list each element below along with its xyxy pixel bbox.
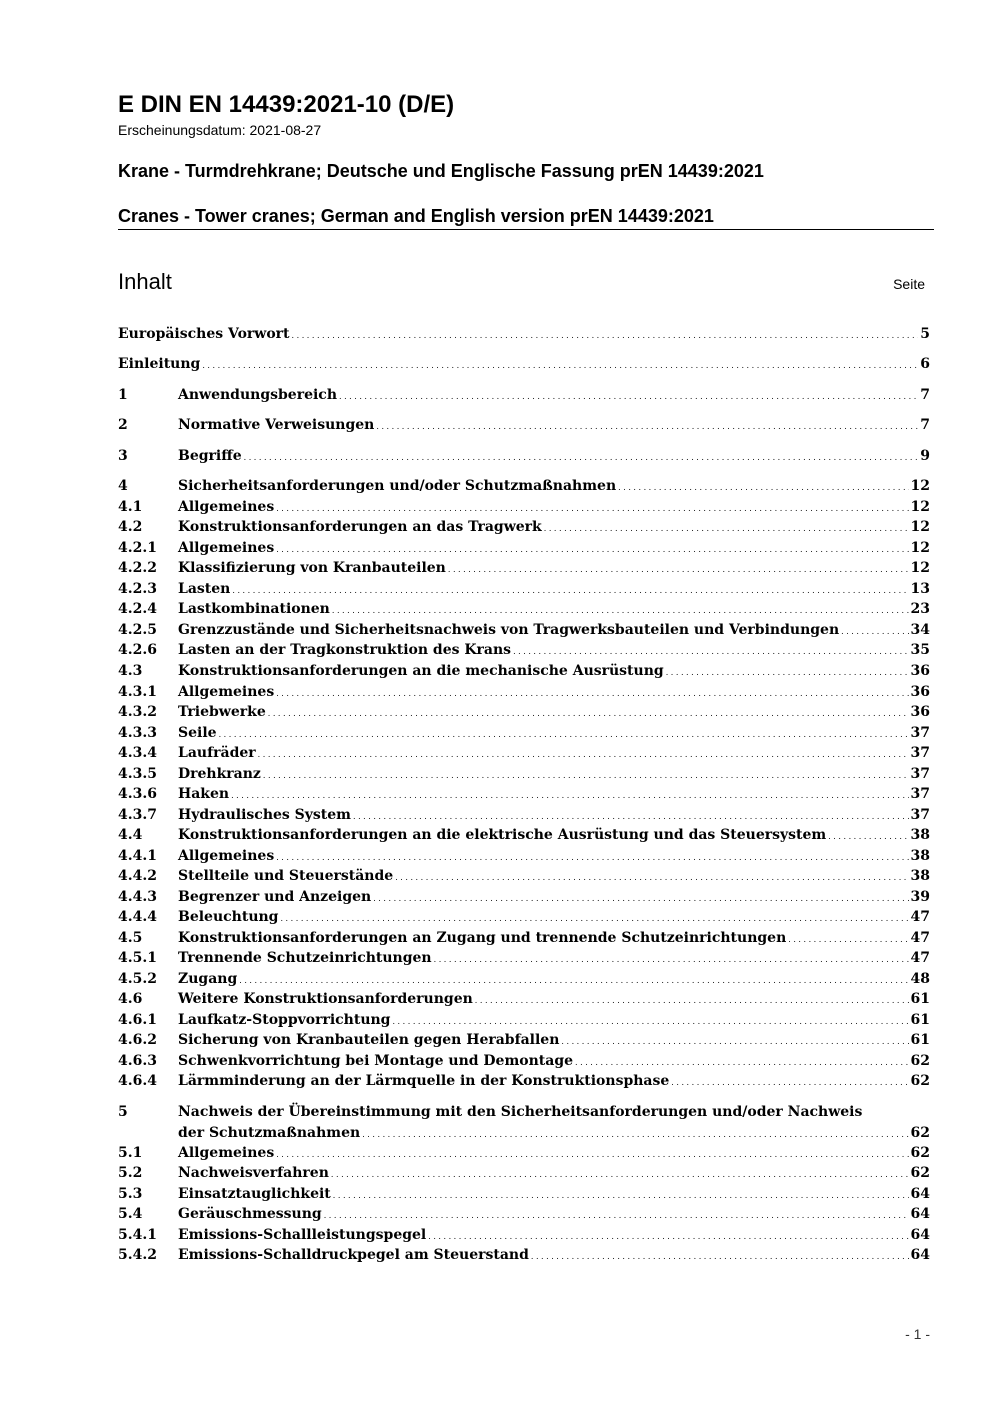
toc-entry-title: Nachweisverfahren bbox=[178, 1165, 329, 1181]
toc-entry-number: 4 bbox=[118, 478, 128, 494]
toc-entry[interactable] bbox=[118, 446, 930, 467]
toc-entry-number: 4.3.6 bbox=[118, 786, 157, 802]
toc-entry[interactable] bbox=[118, 497, 930, 518]
publication-date: Erscheinungsdatum: 2021-08-27 bbox=[118, 122, 322, 138]
toc-entry-number: 4.3.2 bbox=[118, 704, 157, 720]
toc-entry-number: 4.5.2 bbox=[118, 971, 157, 987]
toc-dot-leader bbox=[618, 476, 908, 499]
toc-entry-title: Schwenkvorrichtung bei Montage und Demontage bbox=[178, 1053, 574, 1069]
toc-entry-page: 13 bbox=[910, 581, 930, 597]
toc-entry-number: 1 bbox=[118, 387, 128, 403]
toc-entry[interactable] bbox=[118, 969, 930, 990]
toc-dot-leader bbox=[268, 702, 909, 725]
toc-entry-title: Anwendungsbereich bbox=[178, 387, 337, 403]
toc-entry[interactable] bbox=[118, 682, 930, 703]
toc-heading: Inhalt bbox=[118, 269, 172, 294]
toc-entry-number: 5.4 bbox=[118, 1206, 143, 1222]
toc-entry-number: 4.4.2 bbox=[118, 868, 157, 884]
toc-entry[interactable] bbox=[118, 385, 930, 406]
toc-entry-title: Trennende Schutzeinrichtungen bbox=[178, 950, 432, 966]
toc-entry[interactable] bbox=[118, 805, 930, 826]
toc-entry-number: 4.3.5 bbox=[118, 766, 157, 782]
toc-entry-page: 12 bbox=[910, 519, 930, 535]
toc-entry[interactable] bbox=[118, 1143, 930, 1164]
toc-entry-page: 38 bbox=[910, 827, 930, 843]
toc-entry[interactable] bbox=[118, 1225, 930, 1246]
toc-entry-number: 4.5.1 bbox=[118, 950, 157, 966]
toc-entry-page: 47 bbox=[910, 930, 930, 946]
toc-entry-title: Lärmminderung an der Lärmquelle in der Konstruktionsphase bbox=[178, 1073, 670, 1089]
toc-entry-number: 4.4 bbox=[118, 827, 143, 843]
toc-entry-page: 62 bbox=[910, 1145, 930, 1161]
toc-entry-title: Allgemeines bbox=[178, 684, 275, 700]
toc-dot-leader bbox=[332, 599, 909, 622]
toc-entry-title: Lasten an der Tragkonstruktion des Krans bbox=[178, 642, 512, 658]
toc-entry-page: 35 bbox=[910, 642, 930, 658]
toc-entry-page: 38 bbox=[910, 848, 930, 864]
toc-entry-number: 4.6.3 bbox=[118, 1053, 157, 1069]
toc-entry[interactable] bbox=[118, 517, 930, 538]
toc-dot-leader bbox=[231, 784, 908, 807]
toc-entry-title: Emissions-Schallleistungspegel bbox=[178, 1227, 427, 1243]
toc-entry[interactable] bbox=[118, 476, 930, 497]
toc-entry-page: 62 bbox=[910, 1124, 930, 1141]
toc-entry[interactable] bbox=[118, 354, 930, 375]
title-english: Cranes - Tower cranes; German and English version prEN 14439:2021 bbox=[118, 206, 714, 226]
toc-entry-number: 4.3 bbox=[118, 663, 143, 679]
toc-entry-page: 48 bbox=[910, 971, 930, 987]
toc-entry-page: 9 bbox=[920, 448, 930, 464]
toc-entry[interactable] bbox=[118, 702, 930, 723]
toc-entry-page: 6 bbox=[920, 356, 930, 372]
toc-entry-page: 12 bbox=[910, 560, 930, 576]
toc-entry[interactable] bbox=[118, 1051, 930, 1072]
toc-entry-number: 4.2 bbox=[118, 519, 143, 535]
toc-entry-title: Zugang bbox=[178, 971, 238, 987]
toc-entry-number: 4.4.3 bbox=[118, 889, 157, 905]
toc-entry-page: 5 bbox=[920, 326, 930, 342]
toc-entry-page: 37 bbox=[910, 725, 930, 741]
toc-entry-title: Normative Verweisungen bbox=[178, 417, 375, 433]
toc-entry-title: Allgemeines bbox=[178, 848, 275, 864]
toc-entry-title: Begriffe bbox=[178, 448, 242, 464]
toc-dot-leader bbox=[292, 324, 919, 347]
toc-entry-number: 4.2.2 bbox=[118, 560, 157, 576]
toc-entry-title: Hydraulisches System bbox=[178, 807, 351, 823]
toc-entry-title: Drehkranz bbox=[178, 766, 261, 782]
document-title: E DIN EN 14439:2021-10 (D/E) bbox=[118, 91, 455, 118]
toc-entry-number: 4.6.1 bbox=[118, 1012, 157, 1028]
toc-entry[interactable] bbox=[118, 558, 930, 579]
toc-entry-number: 5.1 bbox=[118, 1145, 143, 1161]
toc-entry-title: Begrenzer und Anzeigen bbox=[178, 889, 372, 905]
toc-entry-page: 36 bbox=[910, 663, 930, 679]
toc-dot-leader bbox=[280, 907, 908, 930]
toc-entry-title-continued: der Schutzmaßnahmen bbox=[178, 1124, 361, 1141]
toc-entry-page: 38 bbox=[910, 868, 930, 884]
toc-entry-number: 4.3.7 bbox=[118, 807, 157, 823]
toc-dot-leader bbox=[448, 558, 909, 581]
toc-entry-page: 64 bbox=[910, 1206, 930, 1222]
toc-entry[interactable] bbox=[118, 743, 930, 764]
toc-entry[interactable] bbox=[118, 579, 930, 600]
toc-entry-page: 64 bbox=[910, 1227, 930, 1243]
toc-entry[interactable] bbox=[118, 784, 930, 805]
toc-entry-page: 36 bbox=[910, 704, 930, 720]
toc-entry-number: 5 bbox=[118, 1104, 128, 1120]
toc-entry-number: 5.3 bbox=[118, 1186, 143, 1202]
toc-entry-page: 37 bbox=[910, 745, 930, 761]
toc-entry-number: 4.4.1 bbox=[118, 848, 157, 864]
toc-entry[interactable] bbox=[118, 538, 930, 559]
toc-entry-number: 4.3.3 bbox=[118, 725, 157, 741]
toc-page-column-label: Seite bbox=[893, 276, 925, 292]
toc-entry-title: Einleitung bbox=[118, 356, 201, 372]
toc-entry[interactable] bbox=[118, 989, 930, 1010]
toc-entry-page: 47 bbox=[910, 950, 930, 966]
toc-entry-number: 4.2.5 bbox=[118, 622, 157, 638]
toc-dot-leader bbox=[671, 1071, 908, 1094]
toc-entry-page: 61 bbox=[910, 1012, 930, 1028]
toc-entry-page: 62 bbox=[910, 1165, 930, 1181]
toc-entry[interactable] bbox=[118, 1071, 930, 1092]
toc-entry-page: 12 bbox=[910, 499, 930, 515]
toc-entry-page: 37 bbox=[910, 786, 930, 802]
toc-entry-page: 64 bbox=[910, 1186, 930, 1202]
toc-entry-title: Konstruktionsanforderungen an die mechanische Ausrüstung bbox=[178, 663, 664, 679]
toc-dot-leader bbox=[258, 743, 909, 766]
toc-entry-page: 62 bbox=[910, 1073, 930, 1089]
toc-entry[interactable] bbox=[118, 866, 930, 887]
toc-entry[interactable] bbox=[118, 1010, 930, 1031]
toc-dot-leader bbox=[666, 661, 909, 684]
toc-entry-number: 4.5 bbox=[118, 930, 143, 946]
toc-entry-page: 36 bbox=[910, 684, 930, 700]
toc-entry-title: Konstruktionsanforderungen an das Tragwerk bbox=[178, 519, 542, 535]
toc-dot-leader bbox=[434, 948, 909, 971]
toc-dot-leader bbox=[331, 1163, 909, 1186]
toc-entry-page: 64 bbox=[910, 1247, 930, 1263]
toc-entry-number: 4.4.4 bbox=[118, 909, 157, 925]
toc-entry[interactable] bbox=[118, 1204, 930, 1225]
toc-entry[interactable] bbox=[118, 1163, 930, 1184]
toc-entry[interactable] bbox=[118, 1245, 930, 1266]
toc-entry-title: Konstruktionsanforderungen an Zugang und trennende Schutzeinrichtungen bbox=[178, 930, 787, 946]
toc-entry-number: 4.6 bbox=[118, 991, 143, 1007]
toc-entry-title: Weitere Konstruktionsanforderungen bbox=[178, 991, 473, 1007]
toc-dot-leader bbox=[561, 1030, 908, 1053]
toc-entry[interactable] bbox=[118, 640, 930, 661]
toc-entry-page: 37 bbox=[910, 807, 930, 823]
toc-entry-page: 37 bbox=[910, 766, 930, 782]
toc-entry[interactable] bbox=[118, 1030, 930, 1051]
toc-entry-title: Europäisches Vorwort bbox=[118, 326, 290, 342]
toc-entry-number: 4.2.4 bbox=[118, 601, 157, 617]
toc-entry-title: Emissions-Schalldruckpegel am Steuerstand bbox=[178, 1247, 529, 1263]
toc-entry[interactable] bbox=[118, 661, 930, 682]
toc-entry-number: 4.2.1 bbox=[118, 540, 157, 556]
toc-dot-leader bbox=[244, 446, 919, 469]
toc-entry[interactable] bbox=[118, 1102, 930, 1143]
toc-dot-leader bbox=[531, 1245, 909, 1268]
toc-dot-leader bbox=[376, 415, 918, 438]
toc-entry-number: 5.4.1 bbox=[118, 1227, 157, 1243]
toc-dot-leader bbox=[395, 866, 908, 889]
toc-entry-title: Sicherheitsanforderungen und/oder Schutzmaßnahmen bbox=[178, 478, 617, 494]
toc-entry-title: Nachweis der Übereinstimmung mit den Sicherheitsanforderungen und/oder Nachweis bbox=[178, 1104, 863, 1120]
header-divider bbox=[118, 229, 934, 230]
toc-dot-leader bbox=[324, 1204, 909, 1227]
toc-entry-number: 4.6.2 bbox=[118, 1032, 157, 1048]
toc-entry[interactable] bbox=[118, 620, 930, 641]
toc-entry-title: Lasten bbox=[178, 581, 231, 597]
toc-entry[interactable] bbox=[118, 723, 930, 744]
toc-entry[interactable] bbox=[118, 948, 930, 969]
toc-entry-number: 4.2.6 bbox=[118, 642, 157, 658]
toc-entry-number: 3 bbox=[118, 448, 128, 464]
toc-dot-leader bbox=[362, 1123, 908, 1146]
toc-entry[interactable] bbox=[118, 887, 930, 908]
toc-dot-leader bbox=[828, 825, 908, 848]
toc-entry-number: 4.3.4 bbox=[118, 745, 157, 761]
toc-entry-title: Konstruktionsanforderungen an die elektrische Ausrüstung und das Steuersystem bbox=[178, 827, 827, 843]
toc-entry-title: Lastkombinationen bbox=[178, 601, 330, 617]
toc-entry-title: Klassifizierung von Kranbauteilen bbox=[178, 560, 446, 576]
toc-entry-number: 4.2.3 bbox=[118, 581, 157, 597]
toc-entry-number: 5.4.2 bbox=[118, 1247, 157, 1263]
toc-entry-number: 4.1 bbox=[118, 499, 143, 515]
toc-entry[interactable] bbox=[118, 846, 930, 867]
toc-entry[interactable] bbox=[118, 825, 930, 846]
toc-entry-page: 34 bbox=[910, 622, 930, 638]
toc-entry-title: Einsatztauglichkeit bbox=[178, 1186, 331, 1202]
toc-entry[interactable] bbox=[118, 764, 930, 785]
toc-entry[interactable] bbox=[118, 415, 930, 436]
toc-entry-title: Seile bbox=[178, 725, 217, 741]
toc-entry-page: 39 bbox=[910, 889, 930, 905]
toc-entry-page: 12 bbox=[910, 540, 930, 556]
toc-entry-title: Stellteile und Steuerstände bbox=[178, 868, 394, 884]
toc-entry-number: 4.6.4 bbox=[118, 1073, 157, 1089]
title-german: Krane - Turmdrehkrane; Deutsche und Englische Fassung prEN 14439:2021 bbox=[118, 161, 764, 181]
toc-entry-number: 2 bbox=[118, 417, 128, 433]
toc-entry[interactable] bbox=[118, 1184, 930, 1205]
toc-dot-leader bbox=[513, 640, 908, 663]
toc-entry-title: Laufkatz-Stoppvorrichtung bbox=[178, 1012, 391, 1028]
toc-entry-page: 7 bbox=[920, 387, 930, 403]
toc-entry-page: 62 bbox=[910, 1053, 930, 1069]
toc-entry-title: Allgemeines bbox=[178, 1145, 275, 1161]
toc-entry-title: Triebwerke bbox=[178, 704, 266, 720]
page-number: - 1 - bbox=[905, 1326, 930, 1342]
toc-entry-title: Beleuchtung bbox=[178, 909, 279, 925]
toc-dot-leader bbox=[202, 354, 918, 377]
toc-entry-title: Allgemeines bbox=[178, 499, 275, 515]
toc-dot-leader bbox=[475, 989, 909, 1012]
toc-entry-title: Laufräder bbox=[178, 745, 256, 761]
toc-entry[interactable] bbox=[118, 324, 930, 345]
toc-entry-title: Grenzzustände und Sicherheitsnachweis von Tragwerksbauteilen und Verbindungen bbox=[178, 622, 840, 638]
toc-dot-leader bbox=[339, 385, 918, 408]
toc-entry[interactable] bbox=[118, 928, 930, 949]
toc-entry-title: Allgemeines bbox=[178, 540, 275, 556]
toc-entry[interactable] bbox=[118, 907, 930, 928]
toc-entry-page: 7 bbox=[920, 417, 930, 433]
toc-entry[interactable] bbox=[118, 599, 930, 620]
toc-entry-page: 47 bbox=[910, 909, 930, 925]
toc-entry-page: 12 bbox=[910, 478, 930, 494]
toc-entry-number: 5.2 bbox=[118, 1165, 143, 1181]
toc-entry-number: 4.3.1 bbox=[118, 684, 157, 700]
toc-entry-page: 61 bbox=[910, 991, 930, 1007]
toc-entry-title: Haken bbox=[178, 786, 230, 802]
toc-entry-title: Sicherung von Kranbauteilen gegen Herabfallen bbox=[178, 1032, 560, 1048]
toc-dot-leader bbox=[544, 517, 909, 540]
toc-entry-page: 23 bbox=[910, 601, 930, 617]
toc-entry-page: 61 bbox=[910, 1032, 930, 1048]
toc-entry-title: Geräuschmessung bbox=[178, 1206, 322, 1222]
